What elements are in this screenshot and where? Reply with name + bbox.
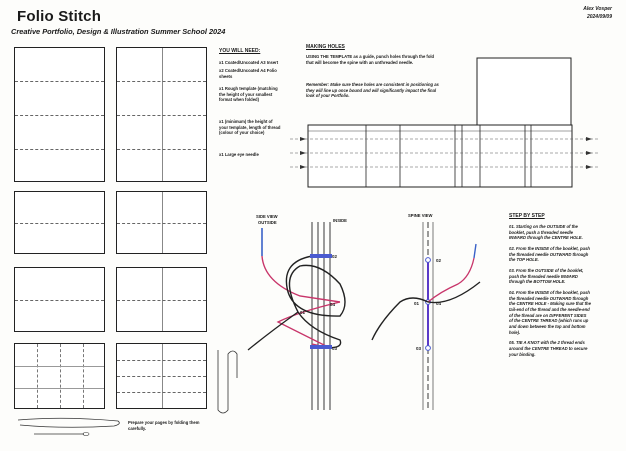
spine-hole-4: 04 — [436, 301, 442, 306]
need-item-2: x2 Coated/Uncoated A4 Folio sheets — [219, 68, 277, 79]
steps-list — [509, 224, 591, 362]
sheet-right-2 — [116, 191, 207, 254]
author-name: Alex Vosper — [583, 6, 612, 12]
outside-label: OUTSIDE — [258, 220, 277, 225]
side-hole-2: 02 — [332, 254, 338, 259]
sheet-left-3 — [14, 267, 105, 332]
side-hole-1: 01 — [300, 310, 306, 315]
step-2: 02. From the INSIDE of the booklet, push the threaded needle OUTWARD through the TOP HOLE. — [509, 246, 590, 263]
spine-view-label: SPINE VIEW — [408, 213, 433, 218]
need-item-4: x1 (minimum) the height of your template, length of thread (colour of your choice) — [219, 119, 281, 136]
sheet-left-2 — [14, 191, 105, 254]
sheet-left-4 — [14, 343, 105, 409]
folded-page-sketch — [213, 348, 241, 420]
step-4: 04. From the INSIDE of the booklet, push the threaded needle OUTWARD through the CENTRE HOLE - Making sure that the tail-end of the thread and the needle-end of the thread are on DIFFERENT SIDES of the CENTRE THREAD (which runs up and down between the top and bottom hole). — [509, 290, 591, 335]
sheet-left-1 — [14, 47, 105, 182]
side-hole-3: 03 — [332, 346, 338, 351]
side-view-label: SIDE VIEW — [256, 214, 278, 219]
sheet-right-1 — [116, 47, 207, 182]
you-will-need-heading: YOU WILL NEED: — [219, 48, 261, 54]
author-block — [583, 6, 612, 21]
step-3: 03. From the OUTSIDE of the booklet, push the threaded needle INWARD through the BOTTOM HOLE. — [509, 268, 584, 285]
need-item-1: x1 Coated/Uncoated A3 Insert — [219, 60, 279, 65]
sheet-right-4 — [116, 343, 207, 409]
page-subtitle: Creative Portfolio, Design & Illustration Summer School 2024 — [11, 27, 226, 36]
step-1: 01. Starting on the OUTSIDE of the booklet, push a threaded needle INWARD through the CENTRE HOLE. — [509, 224, 583, 241]
side-hole-4: 04 — [330, 302, 336, 307]
stitch-diagram — [240, 222, 500, 412]
making-holes-heading: MAKING HOLES — [306, 44, 345, 50]
step-5: 05. TIE A KNOT with the 2 thread ends around the CENTRE THREAD to secure your binding. — [509, 340, 588, 357]
making-holes-para1: USING THE TEMPLATE as a guide, punch holes through the fold that will become the spine with an unthreaded needle. — [306, 54, 435, 65]
page-title: Folio Stitch — [17, 8, 102, 25]
steps-heading: STEP BY STEP — [509, 213, 545, 219]
sheet-right-3 — [116, 267, 207, 332]
inside-label: INSIDE — [333, 218, 347, 223]
need-item-3: x1 Rough template (matching the height of your smallest format when folded) — [219, 86, 278, 103]
template-holes-diagram — [290, 55, 600, 195]
making-holes-para2: Remember: Make sure these holes are consistent in positioning as they will line up once bound and will significantly impact the final look of your Portfolio. — [306, 82, 439, 99]
spine-hole-1: 01 — [414, 301, 420, 306]
needle-thread-sketch — [14, 412, 124, 438]
spine-hole-2: 02 — [436, 258, 442, 263]
need-item-5: x1 Large eye needle — [219, 152, 259, 157]
spine-hole-3: 03 — [416, 346, 422, 351]
fold-note: Prepare your pages by folding them carefully. — [128, 420, 200, 431]
date-text: 2024/09/09 — [586, 13, 612, 20]
